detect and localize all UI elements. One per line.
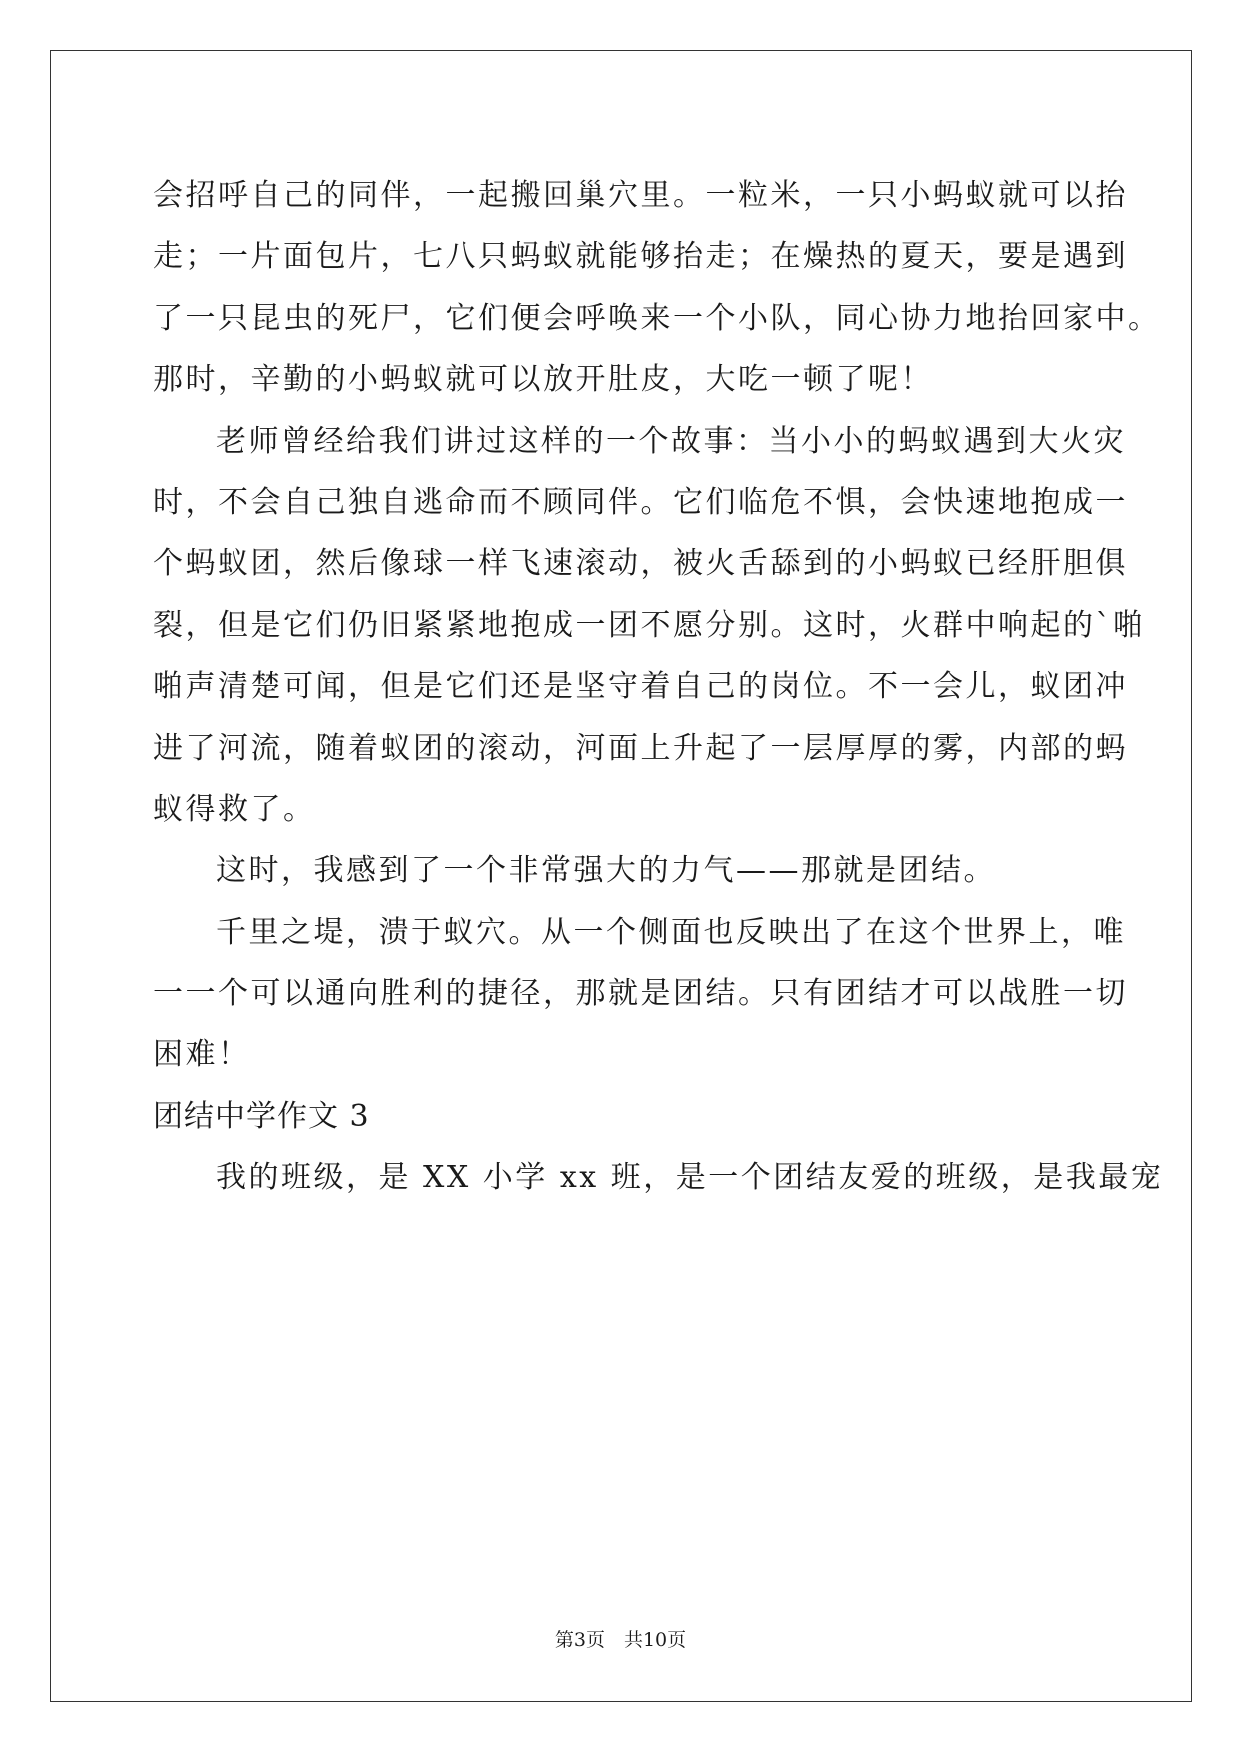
text-line: 那时，辛勤的小蚂蚁就可以放开肚皮，大吃一顿了呢！ (153, 362, 933, 398)
text-line: 进了河流，随着蚁团的滚动，河面上升起了一层厚厚的雾，内部的蚂 (153, 730, 1128, 766)
text-line: 时，不会自己独自逃命而不顾同伴。它们临危不惧，会快速地抱成一 (153, 484, 1128, 520)
text-line: 裂，但是它们仍旧紧紧地抱成一团不愿分别。这时，火群中响起的`啪 (153, 607, 1146, 643)
page-number-footer: 第3页 共10页 (554, 1629, 687, 1651)
text-line: 困难！ (153, 1037, 251, 1073)
document-body (153, 165, 1164, 1209)
text-line: 个蚂蚁团，然后像球一样飞速滚动，被火舌舔到的小蚂蚁已经肝胆俱 (153, 546, 1128, 582)
text-line: 我的班级，是 XX 小学 xx 班，是一个团结友爱的班级，是我最宠 (216, 1160, 1164, 1196)
text-line: 千里之堤，溃于蚁穴。从一个侧面也反映出了在这个世界上，唯 (216, 914, 1126, 950)
text-line: 老师曾经给我们讲过这样的一个故事：当小小的蚂蚁遇到大火灾 (216, 423, 1126, 459)
text-line: 啪声清楚可闻，但是它们还是坚守着自己的岗位。不一会儿，蚁团冲 (153, 669, 1128, 705)
section-heading: 团结中学作文 3 (153, 1098, 370, 1134)
text-line: 了一只昆虫的死尸，它们便会呼唤来一个小队，同心协力地抬回家中。 (153, 300, 1161, 336)
text-line: 蚁得救了。 (153, 791, 316, 827)
text-line: 一一个可以通向胜利的捷径，那就是团结。只有团结才可以战胜一切 (153, 976, 1128, 1012)
text-line: 会招呼自己的同伴，一起搬回巢穴里。一粒米，一只小蚂蚁就可以抬 (153, 178, 1128, 213)
text-line: 走；一片面包片，七八只蚂蚁就能够抬走；在燥热的夏天，要是遇到 (153, 239, 1128, 275)
text-line: 这时，我感到了一个非常强大的力气——那就是团结。 (216, 853, 996, 889)
